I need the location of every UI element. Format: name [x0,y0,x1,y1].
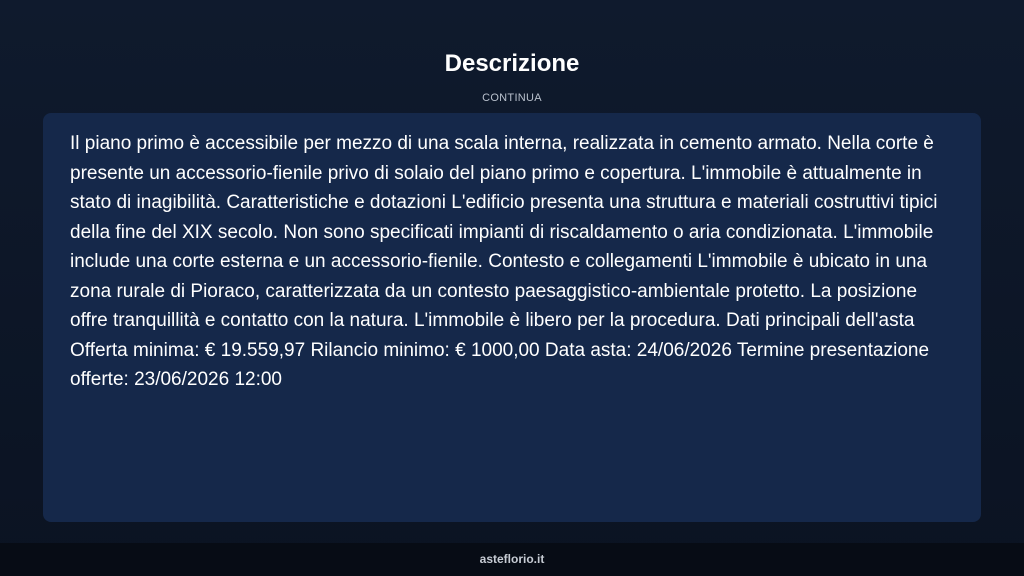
description-text: Il piano primo è accessibile per mezzo di una scala interna, realizzata in cemento armato. Nella corte è presente un accessorio-fienile privo di solaio del piano primo e copertura. L'immobile è attualmente in stato di inagibilità. Caratteristiche e dotazioni L'edificio presenta una struttura e materiali costruttivi tipici della fine del XIX secolo. Non sono specificati impianti di riscaldamento o aria condizionata. L'immobile include una corte esterna e un accessorio-fienile. Contesto e collegamenti L'immobile è ubicato in una zona rurale di Pioraco, caratterizzata da un contesto paesaggistico-ambientale protetto. La posizione offre tranquillità e contatto con la natura. L'immobile è libero per la procedura. Dati principali dell'asta Offerta minima: € 19.559,97 Rilancio minimo: € 1000,00 Data asta: 24/06/2026 Termine presentazione offerte: 23/06/2026 12:00 [70,133,938,390]
footer-bar [0,543,1024,576]
page-subtitle: CONTINUA [482,92,542,104]
page-title: Descrizione [444,50,580,77]
description-card [43,113,981,522]
page-header [0,48,1024,105]
brand-label: asteflorio.it [479,552,545,566]
